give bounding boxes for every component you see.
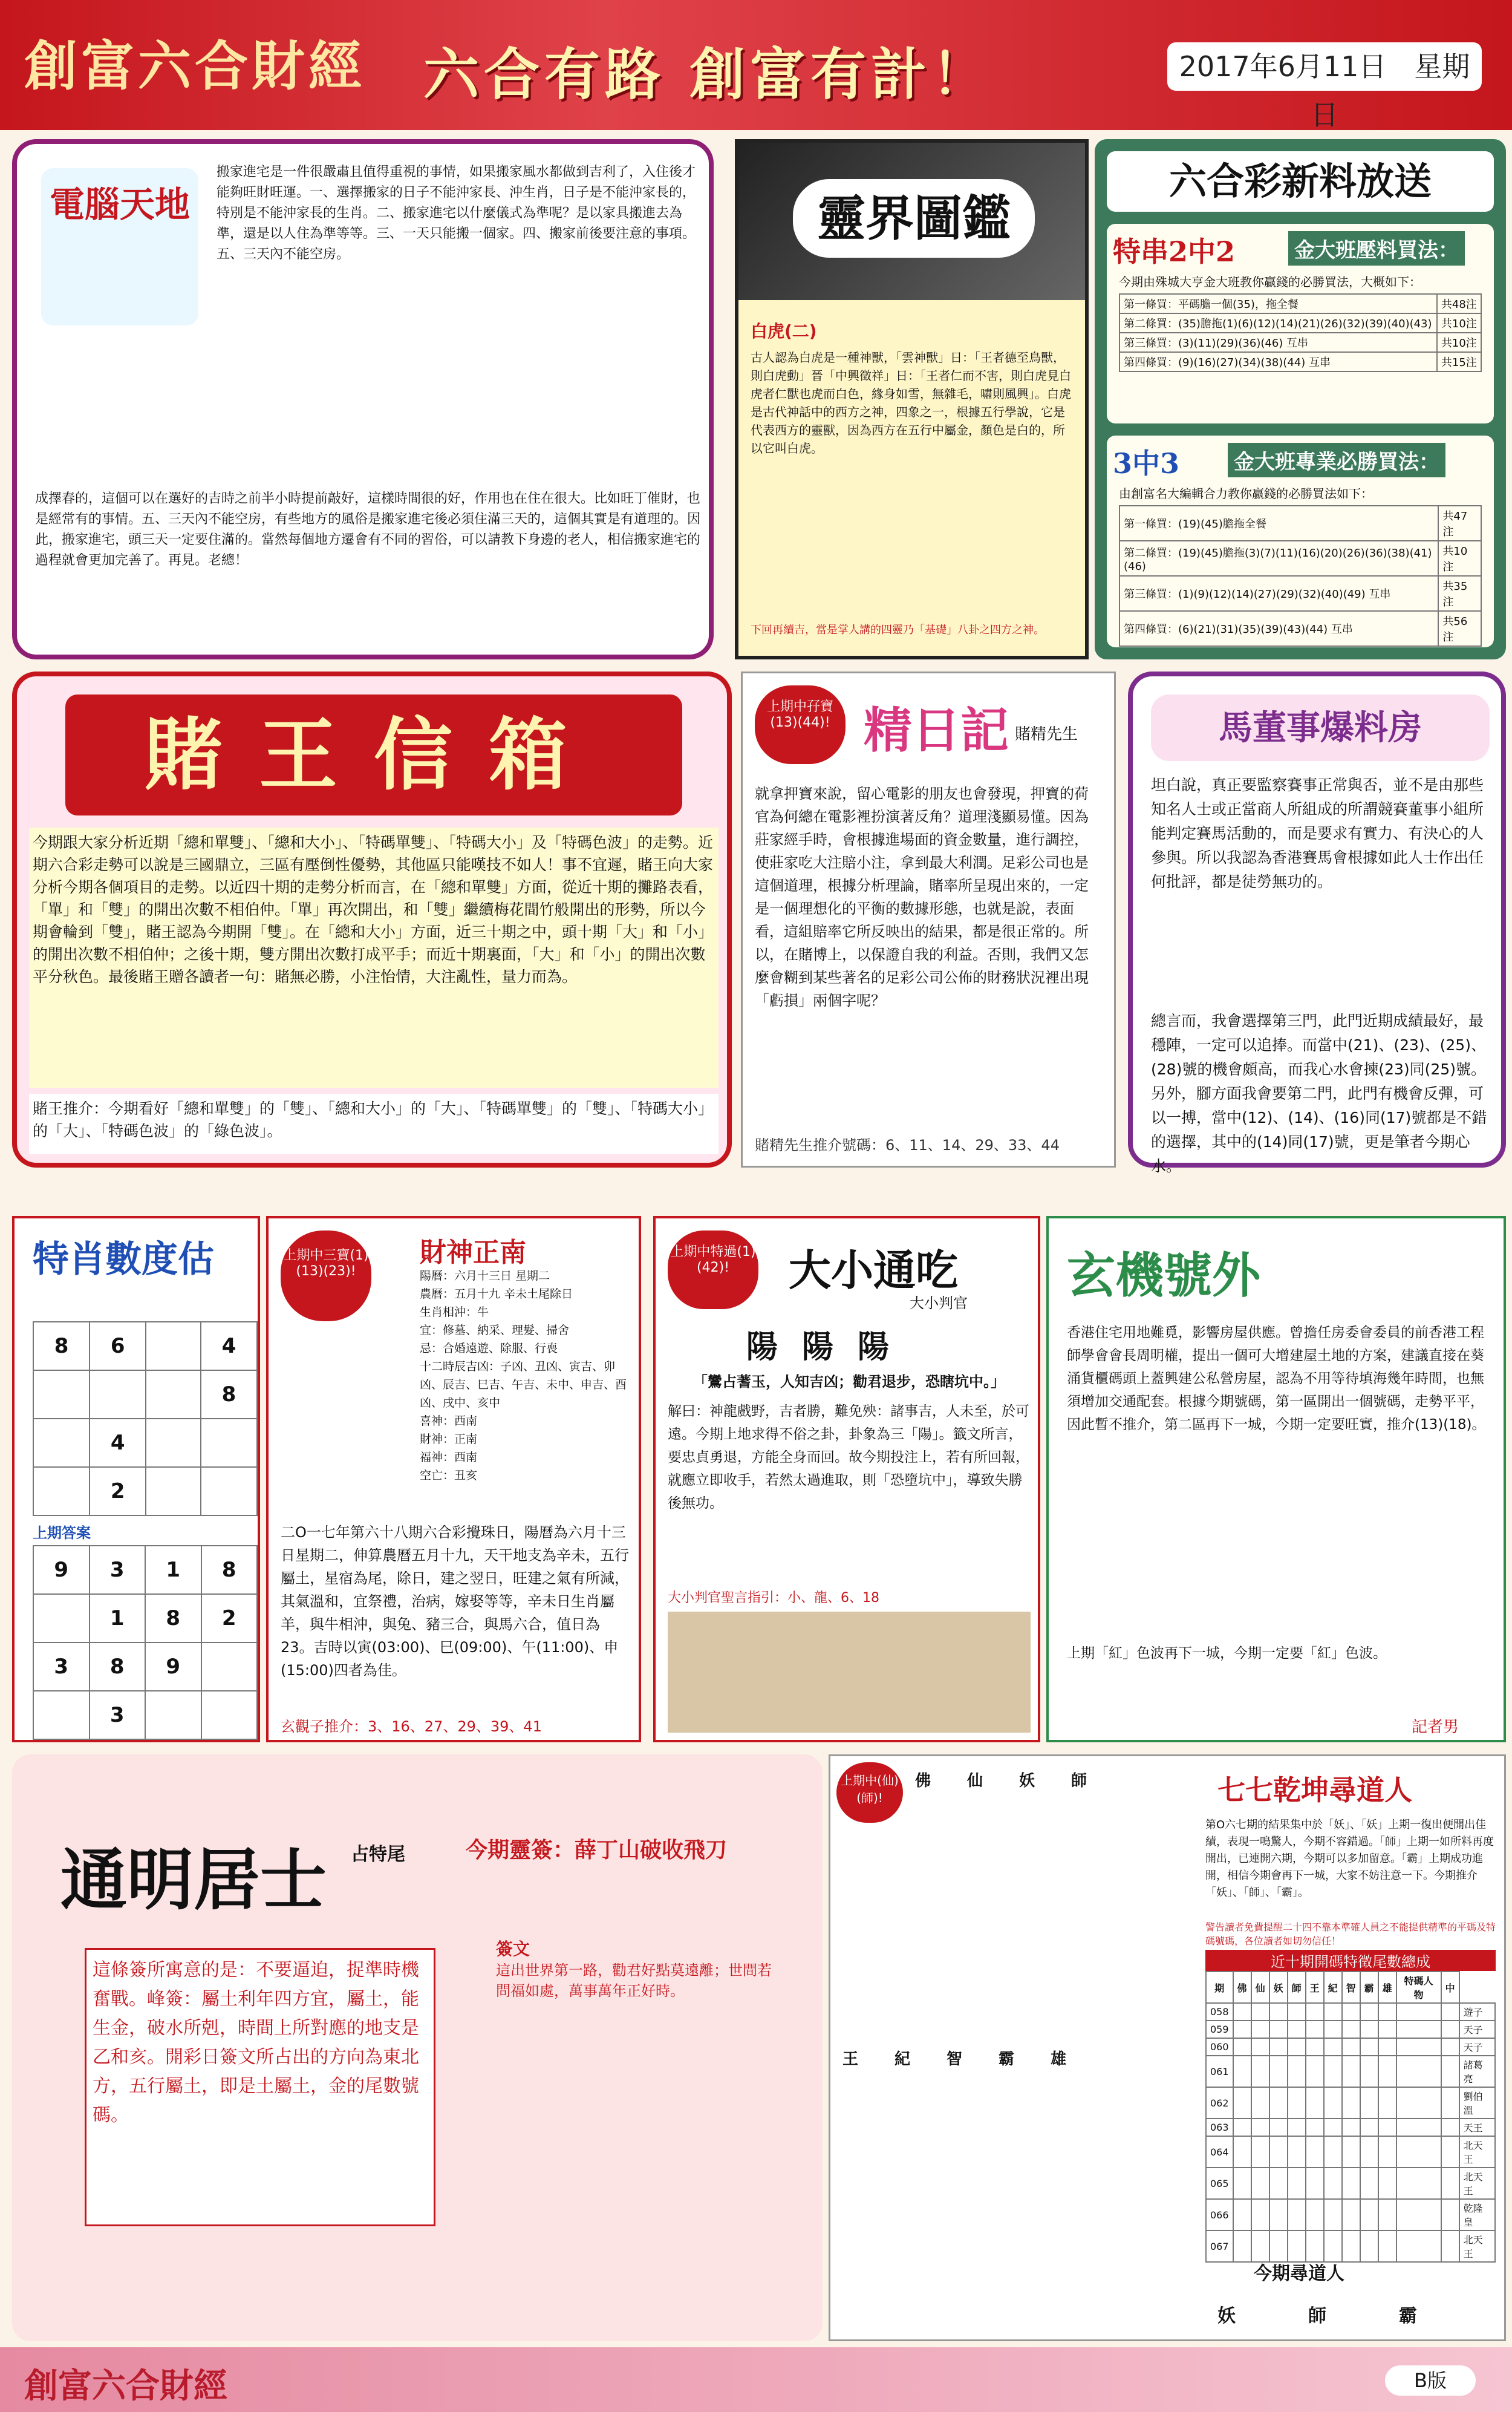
lottery-s1-intro: 今期由殊城大亨金大班教你贏錢的必勝買法，大概如下： [1119, 275, 1421, 289]
seventy-cell [1251, 2021, 1269, 2038]
spirit-footnote: 下回再續吉，當是掌人講的四靈乃「基礎」八卦之四方之神。 [751, 624, 1044, 636]
seventy-cell [1324, 2136, 1342, 2168]
seventy-cell: 058 [1206, 2003, 1233, 2021]
seventy-cell [1342, 2038, 1360, 2056]
seventy-cell: 遊子 [1459, 2003, 1495, 2021]
seventy-col-2: 仙 [1251, 1972, 1269, 2003]
seventy-cell [1360, 2021, 1378, 2038]
seventy-cell [1233, 2231, 1251, 2262]
mystic-recommendation: 上期「紅」色波再下一城，今期一定要「紅」色波。 [1067, 1646, 1387, 1661]
seventy-cell [1396, 2038, 1441, 2056]
eating-article: 解曰：神龍戲野，吉者勝，難免殃：諸事吉，人未至，於可遠。今期上地求得不俗之卦，卦象為三「陽」。籤文所言，要忠貞勇退，方能全身而回。故今期投注上，若有所回報，就應立即收手，若然太過進取，則「恐墮坑中」，導致失勝後無功。 [668, 1404, 1029, 1511]
seventy-cell [1306, 2168, 1324, 2199]
seventy-cell: 天王 [1459, 2119, 1495, 2136]
seventy-headers-2: 王紀智霸雄 [842, 2050, 1103, 2068]
seventy-headers-1: 佛仙妖師 [915, 1772, 1124, 1790]
seventy-cell [1342, 2199, 1360, 2231]
seventy-cell [1306, 2087, 1324, 2119]
seventy-row [1206, 2003, 1495, 2021]
seventy-cell [1233, 2038, 1251, 2056]
page-header [0, 0, 1512, 130]
fortune-recommendation: 玄觀子推介：3、16、27、29、39、41 [281, 1718, 542, 1735]
zodiac-grid-2: 9 3 1 8 1 8 2 3 8 9 3 [33, 1545, 258, 1740]
seventy-cell [1324, 2119, 1342, 2136]
seventy-cell [1288, 2199, 1306, 2231]
fortune-details: 陽曆：六月十三日 星期二 農曆：五月十九 辛未土尾除日 生肖相沖：牛 宜：修墓、納采、理髮、掃舍 忌：合婚遠遊、除服、行喪 十二時辰吉凶：子凶、丑凶、寅吉、卯凶、辰吉、巳吉、午吉、未中、申吉、酉凶、戌中、亥中 喜神：西南 財神：正南 福神：西南 空亡：丑亥 [420, 1269, 627, 1482]
seventy-cell [1288, 2087, 1306, 2119]
seventy-cell [1269, 2168, 1288, 2199]
seventy-cell [1288, 2003, 1306, 2021]
seventy-cell: 066 [1206, 2199, 1233, 2231]
seventy-cell [1306, 2231, 1324, 2262]
mailbox-recommendation: 賭王推介：今期看好「總和單雙」的「雙」、「總和大小」的「大」、「特碼單雙」的「雙」、「特碼大小」的「大」、「特碼色波」的「綠色波」。 [29, 1094, 719, 1154]
tongming-title: 通明居士 [60, 1841, 327, 1919]
seventy-cell [1233, 2087, 1251, 2119]
seventy-row [1206, 2136, 1495, 2168]
seventy-cell [1342, 2021, 1360, 2038]
seventy-cell [1269, 2231, 1288, 2262]
seventy-cell [1251, 2003, 1269, 2021]
page-number: B版 [1385, 2365, 1476, 2396]
seventy-cell [1269, 2087, 1288, 2119]
seventy-cell [1396, 2136, 1441, 2168]
seventy-cell: 059 [1206, 2021, 1233, 2038]
seventy-cell [1324, 2056, 1342, 2087]
zodiac-answer-label: 上期答案 [33, 1525, 91, 1541]
seventy-cell [1396, 2231, 1441, 2262]
seventy-row [1206, 2056, 1495, 2087]
seventy-cell [1251, 2119, 1269, 2136]
seventy-cell [1324, 2199, 1342, 2231]
seventy-cell [1233, 2136, 1251, 2168]
seventy-cell [1251, 2199, 1269, 2231]
seventy-table [1205, 1971, 1496, 2263]
seventy-cell [1441, 2056, 1459, 2087]
spirit-subtitle: 白虎(二) [751, 321, 817, 341]
seventy-cell [1251, 2231, 1269, 2262]
seventy-cell: 060 [1206, 2038, 1233, 2056]
zodiac-grid-1: 8 6 4 8 4 2 [33, 1321, 258, 1516]
seventy-row [1206, 2087, 1495, 2119]
seventy-cell [1360, 2231, 1378, 2262]
zodiac-title: 特肖數度估 [33, 1238, 214, 1281]
seventy-cell [1269, 2003, 1288, 2021]
mailbox-section [12, 672, 732, 1168]
seventy-cell [1324, 2038, 1342, 2056]
tongming-seal: 占特尾 [351, 1844, 405, 1865]
seventy-cell [1306, 2003, 1324, 2021]
eating-yinyang: 陽陽陽 [746, 1329, 914, 1365]
seventy-cell [1360, 2087, 1378, 2119]
seventy-cell [1396, 2056, 1441, 2087]
seventy-cell [1269, 2038, 1288, 2056]
seventy-cell [1269, 2021, 1288, 2038]
seventy-cell [1269, 2199, 1288, 2231]
seventy-intro: 第O六七期的結果集中於「妖」、「妖」上期一復出便開出佳績，表現一鳴驚人，今期不容錯過。「師」上期一如所料再度開出，已連開六期，今期可以多加留意。「霸」上期成功進開，相信今期會再下一城，大家不妨注意一下。今期推介「妖」、「師」、「霸」。 [1205, 1819, 1494, 1899]
eating-badge: 上期中特過(1)(42)! [668, 1231, 758, 1309]
seventy-row [1206, 2199, 1495, 2231]
seventy-cell: 諸葛亮 [1459, 2056, 1495, 2087]
seventy-cell [1396, 2021, 1441, 2038]
seventy-cell: 北天王 [1459, 2136, 1495, 2168]
seventy-cell [1441, 2087, 1459, 2119]
seventy-cell: 067 [1206, 2231, 1233, 2262]
seventy-cell [1233, 2119, 1251, 2136]
seventy-cell [1324, 2087, 1342, 2119]
seventy-cell [1378, 2231, 1396, 2262]
page-footer [0, 2347, 1512, 2412]
seventy-cell [1378, 2119, 1396, 2136]
mailbox-title: 賭王信箱 [65, 695, 682, 815]
diary-badge: 上期中孖寶(13)(44)! [755, 685, 846, 764]
seventy-title: 七七乾坤尋道人 [1217, 1774, 1412, 1806]
seventy-col-6: 紀 [1324, 1972, 1342, 2003]
spirit-article: 古人認為白虎是一種神獸，「雲神獸」日：「王者德至鳥獸，則白虎動」晉「中興徵祥」日：「王者仁而不害，則白虎見白虎者仁獸也虎而白色，緣身如雪，無雜毛，嘯則風興」。白虎是古代神話中的西方之神，四象之一，根據五行學說，它是代表西方的靈獸，因為西方在五行中屬金，顏色是白的，所以它叫白虎。 [751, 350, 1071, 456]
moving-article-ending: 成擇春的，這個可以在選好的吉時之前半小時提前敲好，這樣時間很的好，作用也在住在很大。比如旺丁催財，也是經常有的事情。五、三天內不能空房，有些地方的風俗是搬家進宅後必須住滿三天的，這個其實是有道理的。因此，搬家進宅，頭三天一定要住滿的。當然每個地方遷會有不同的習俗，可以請教下身邊的老人，相信搬家進宅的過程就會更加完善了。再見。老總！ [35, 491, 701, 568]
lottery-block-2 [1107, 436, 1494, 647]
seventy-cell: 062 [1206, 2087, 1233, 2119]
seventy-cell [1360, 2003, 1378, 2021]
fortune-title: 財神正南 [420, 1237, 526, 1268]
seventy-col-0: 期 [1206, 1972, 1233, 2003]
seventy-cell [1233, 2003, 1251, 2021]
seventy-cell: 乾隆皇 [1459, 2199, 1495, 2231]
seventy-cell [1342, 2003, 1360, 2021]
seventy-seek-names: 妖師霸 [1217, 2306, 1490, 2327]
seventy-col-1: 佛 [1233, 1972, 1251, 2003]
lottery-s2-table: 第一條買：(19)(45)膽拖全餐 共47注 第二條買：(19)(45)膽拖(3)(7)(11)(16)(20)(26)(36)(38)(41)(46) 共10注 第三條買：(1)(9)(12)(14)(27)(29)(32)(40)(49) 互串 共35注 第四條買：(6)(21)(31)(35)(39)(43)(44) 互串 共56注 [1119, 505, 1482, 647]
seventy-col-3: 妖 [1269, 1972, 1288, 2003]
spirit-title: 靈界圖鑑 [793, 179, 1035, 258]
seventy-row [1206, 2231, 1495, 2262]
seventy-badge: 上期中(仙)(師)! [836, 1762, 903, 1823]
seventy-cell [1360, 2056, 1378, 2087]
diary-recommendation: 賭精先生推介號碼：6、11、14、29、33、44 [755, 1137, 1060, 1154]
tongming-section [12, 1754, 823, 2341]
seventy-cell [1324, 2231, 1342, 2262]
mystic-author: 記者男 [1412, 1718, 1459, 1736]
seventy-cell [1251, 2168, 1269, 2199]
seventy-col-10: 特碼人物 [1396, 1972, 1441, 2003]
seventy-cell [1441, 2199, 1459, 2231]
seventy-col-8: 霸 [1360, 1972, 1378, 2003]
seventy-cell [1251, 2056, 1269, 2087]
seventy-cell [1324, 2021, 1342, 2038]
seventy-cell [1441, 2038, 1459, 2056]
seventy-cell [1360, 2119, 1378, 2136]
sign-title: 簽文 [496, 1939, 530, 1959]
seventy-cell [1251, 2038, 1269, 2056]
mystic-title: 玄機號外 [1067, 1247, 1260, 1304]
horse-article: 坦白說，真正要監察賽事正常與否，並不是由那些知名人士或正當商人所組成的所謂競賽董事小組所能判定賽馬活動的，而是要求有實力、有決心的人參與。所以我認為香港賽馬會根據如此人士作出任何批評，都是徒勞無功的。 [1151, 776, 1484, 891]
mailbox-article: 今期跟大家分析近期「總和單雙」、「總和大小」、「特碼單雙」、「特碼大小」及「特碼色波」的走勢。近期六合彩走勢可以說是三國鼎立，三區有壓倒性優勢，其他區只能嘆技不如人！事不宜遲，賭王向大家分析今期各個項目的走勢。以近四十期的走勢分析而言，在「總和單雙」方面，從近十期的攤路表看，「單」和「雙」的開出次數不相伯仲。「單」再次開出，和「雙」繼續梅花間竹般開出的形勢，所以今期會輪到「雙」，賭王認為今期開「雙」。在「總和大小」方面，近三十期之中，頭十期「大」和「小」的開出次數不相伯仲；之後十期，雙方開出次數打成平手；而近十期裏面，「大」和「小」的開出次數平分秋色。最後賭王贈各讀者一句：賭無必勝，小注怡情，大注亂性，量力而為。 [29, 828, 719, 1088]
zodiac-section [12, 1216, 260, 1742]
seventy-cell [1324, 2168, 1342, 2199]
seventy-cell [1360, 2168, 1378, 2199]
seventy-cell [1269, 2136, 1288, 2168]
seventy-cell [1233, 2199, 1251, 2231]
horse-title: 馬董事爆料房 [1151, 695, 1490, 761]
seventy-section [829, 1754, 1506, 2341]
lottery-block-1 [1107, 224, 1494, 423]
seventy-cell [1441, 2119, 1459, 2136]
seventy-cell [1233, 2168, 1251, 2199]
seventy-cell [1378, 2168, 1396, 2199]
seventy-cell [1360, 2136, 1378, 2168]
eating-section [653, 1216, 1040, 1742]
seventy-row [1206, 2038, 1495, 2056]
seventy-cell [1306, 2136, 1324, 2168]
seventy-cell [1378, 2056, 1396, 2087]
seventy-cell [1306, 2056, 1324, 2087]
seventy-cell [1324, 2003, 1342, 2021]
seventy-cell: 063 [1206, 2119, 1233, 2136]
seventy-row [1206, 2119, 1495, 2136]
footer-brand: 創富六合財經 [24, 2366, 227, 2406]
sign-text: 這出世界第一路，勸君好點莫遠離；世間若問福如處，萬事萬年正好時。 [496, 1962, 772, 1999]
seventy-cell [1396, 2199, 1441, 2231]
seventy-cell [1233, 2021, 1251, 2038]
seventy-col-11: 中 [1441, 1972, 1459, 2003]
brand-logo: 創富六合財經 [24, 34, 366, 97]
seventy-cell [1378, 2003, 1396, 2021]
seventy-cell [1342, 2119, 1360, 2136]
seventy-cell [1251, 2087, 1269, 2119]
spirit-section [735, 139, 1089, 659]
seventy-col-5: 王 [1306, 1972, 1324, 2003]
seventy-cell: 天子 [1459, 2021, 1495, 2038]
seventy-cell [1288, 2119, 1306, 2136]
fortune-badge: 上期中三寶(1)(13)(23)! [281, 1231, 371, 1321]
seventy-cell [1306, 2199, 1324, 2231]
seventy-cell [1233, 2056, 1251, 2087]
seventy-cell: 劉伯溫 [1459, 2087, 1495, 2119]
seventy-cell [1306, 2021, 1324, 2038]
seventy-cell [1378, 2087, 1396, 2119]
seventy-cell [1251, 2136, 1269, 2168]
lottery-title: 六合彩新料放送 [1107, 151, 1494, 212]
seventy-col-4: 師 [1288, 1972, 1306, 2003]
seventy-cell [1378, 2021, 1396, 2038]
seventy-cell [1360, 2038, 1378, 2056]
seventy-cell [1342, 2168, 1360, 2199]
seventy-cell [1378, 2136, 1396, 2168]
seventy-cell [1342, 2136, 1360, 2168]
seventy-cell: 天子 [1459, 2038, 1495, 2056]
seventy-cell [1269, 2056, 1288, 2087]
tongming-lottery-label: 今期靈簽：薛丁山破收飛刀 [466, 1838, 728, 1863]
seventy-cell: 064 [1206, 2136, 1233, 2168]
seventy-cell: 065 [1206, 2168, 1233, 2199]
fortune-teller-photo [668, 1612, 1031, 1733]
seventy-cell: 北天王 [1459, 2231, 1495, 2262]
eating-recommendation: 大小判官聖言指引：小、龍、6、18 [668, 1590, 879, 1606]
mystic-section [1046, 1216, 1506, 1742]
seventy-col-7: 智 [1342, 1972, 1360, 2003]
seventy-cell [1288, 2168, 1306, 2199]
horse-section [1128, 672, 1506, 1175]
seventy-cell [1441, 2021, 1459, 2038]
seventy-cell [1441, 2231, 1459, 2262]
seventy-cell [1288, 2038, 1306, 2056]
lottery-s2-intro: 由創富名大編輯合力教你贏錢的必勝買法如下： [1119, 486, 1373, 501]
tongming-poem: 這條簽所寓意的是：不要逼迫，捉準時機奮戰。峰簽：屬土利年四方宜，屬土，能生金，破水所剋，時間上所對應的地支是乙和亥。開彩日簽文所占出的方向為東北方，五行屬土，即是土屬土，金的尾數號碼。 [85, 1948, 435, 2226]
lottery-s1-table: 第一條買：平碼膽一個(35)，拖全餐 共48注 第二條買：(35)膽拖(1)(6)(12)(14)(21)(26)(32)(39)(40)(43) 共10注 第三條買：(3)(11)(29)(36)(46) 互串 共10注 第四條買：(9)(16)(27)(34)(38)(44) 互串 共15注 [1119, 293, 1482, 372]
seventy-cell [1396, 2119, 1441, 2136]
lottery-section [1095, 139, 1506, 659]
lottery-s2-badge: 3中3 [1113, 447, 1180, 480]
eating-title: 大小通吃 [789, 1245, 958, 1295]
fortune-article: 二O一七年第六十八期六合彩攪珠日，陽曆為六月十三日星期二，伸算農曆五月十九，天干地支為辛未，五行屬土，星宿為尾，除日，建之翌日，旺建之氣有所減，其氣溫和，宜祭禮，治病，嫁娶等等，辛未日生肖屬羊，與牛相沖，與兔、豬三合，與馬六合，值日為23。吉時以寅(03:00)、巳(09:00)、午(11:00)、申(15:00)四者為佳。 [281, 1524, 629, 1679]
seventy-cell [1342, 2087, 1360, 2119]
seventy-seek-label: 今期尋道人 [1254, 2263, 1344, 2284]
seventy-cell [1288, 2136, 1306, 2168]
seventy-cell [1378, 2038, 1396, 2056]
seventy-cell [1288, 2021, 1306, 2038]
seventy-cell [1288, 2056, 1306, 2087]
seventy-notice: 警告讀者免費提醒二十四不靠本準確人員之不能提供精準的平碼及特碼號碼，各位讀者如切勿信任！ [1205, 1921, 1496, 1947]
seventy-cell [1342, 2231, 1360, 2262]
seventy-table-title: 近十期開碼特徵尾數總成 [1205, 1950, 1496, 1971]
seventy-cell [1360, 2199, 1378, 2231]
seventy-cell: 061 [1206, 2056, 1233, 2087]
seventy-cell [1342, 2056, 1360, 2087]
seventy-cell [1306, 2119, 1324, 2136]
lottery-s2-label: 金大班專業必勝買法： [1228, 443, 1445, 477]
computer-corner-badge: 電腦天地 [41, 168, 198, 325]
seventy-cell [1396, 2087, 1441, 2119]
seventy-cell [1378, 2199, 1396, 2231]
fortune-section [266, 1216, 641, 1742]
seventy-cell [1288, 2231, 1306, 2262]
issue-date: 2017年6月11日 星期日 [1167, 42, 1482, 91]
seventy-cell [1441, 2003, 1459, 2021]
seventy-row [1206, 2168, 1495, 2199]
moving-article: 搬家進宅是一件很嚴肅且值得重視的事情，如果搬家風水都做到吉利了，入住後才能夠旺財旺運。一、選擇搬家的日子不能沖家長、沖生肖，日子是不能沖家長的，特別是不能沖家長的生肖。二、搬家進宅以什麼儀式為準呢？是以家具搬進去為準，還是以人住為準等等。三、一天只能搬一個家。四、搬家前後要注意的事項。五、三天內不能空房。 [217, 165, 696, 262]
seventy-cell [1441, 2168, 1459, 2199]
seventy-cell [1396, 2003, 1441, 2021]
seventy-col-9: 雄 [1378, 1972, 1396, 2003]
diary-title: 精日記 [864, 702, 1009, 759]
lottery-s1-label: 金大班壓料買法： [1288, 231, 1465, 266]
header-slogan: 六合有路 創富有計！ [423, 42, 992, 107]
lottery-s1-badge: 特串2中2 [1113, 235, 1236, 268]
eating-verse: 「鸞占蓍玉，人知吉凶；勸君退步，恐瞎坑中。」 [693, 1373, 1005, 1390]
seventy-cell [1396, 2168, 1441, 2199]
eating-author: 大小判官 [910, 1295, 968, 1312]
moving-section [12, 139, 714, 659]
diary-author: 賭精先生 [1015, 725, 1078, 744]
horse-tip: 總言而，我會選擇第三門，此門近期成績最好，最穩陣，一定可以追捧。而當中(21)、(23)、(25)、(28)號的機會頗高，而我心水會揀(23)同(25)號。另外，腳方面我會要第二門，此門有機會反彈，可以一搏，當中(12)、(14)、(16)同(17)號都是不錯的選擇，其中的(14)同(17)號，更是筆者今期心水。 [1151, 1012, 1487, 1175]
diary-article: 就拿押寶來說，留心電影的朋友也會發現，押寶的荷官為何總在電影裡扮演著反角？道理淺顯易懂。因為莊家經手時，會根據進場面的資金數量，進行調控，使莊家吃大注賠小注，拿到最大利潤。足彩公司也是這個道理，根據分析理論，賭率所呈現出來的，一定是一個理想化的平衡的數據形態，也就是說，表面看，這組賠率它所反映出的結果，都是很正常的。所以，在賭博上，以保證自我的利益。否則，我們又怎麼會糊到某些著名的足彩公司公佈的財務狀況裡出現「虧損」兩個字呢？ [755, 785, 1089, 1009]
seventy-row [1206, 2021, 1495, 2038]
seventy-cell [1441, 2136, 1459, 2168]
diary-section [741, 672, 1116, 1168]
seventy-cell: 北天王 [1459, 2168, 1495, 2199]
mystic-article: 香港住宅用地難覓，影響房屋供應。曾擔任房委會委員的前香港工程師學會會長周明權，提出一個可大增建屋土地的方案，建議直接在葵涌貨櫃碼頭上蓋興建公私營房屋，認為不用等待填海幾年時間，也無須增加交通配套。根據今期號碼，第一區開出一個號碼，走勢平平，因此暫不推介，第二區再下一城，今期一定要旺實，推介(13)(18)。 [1067, 1325, 1486, 1433]
seventy-cell [1269, 2119, 1288, 2136]
seventy-cell [1306, 2038, 1324, 2056]
